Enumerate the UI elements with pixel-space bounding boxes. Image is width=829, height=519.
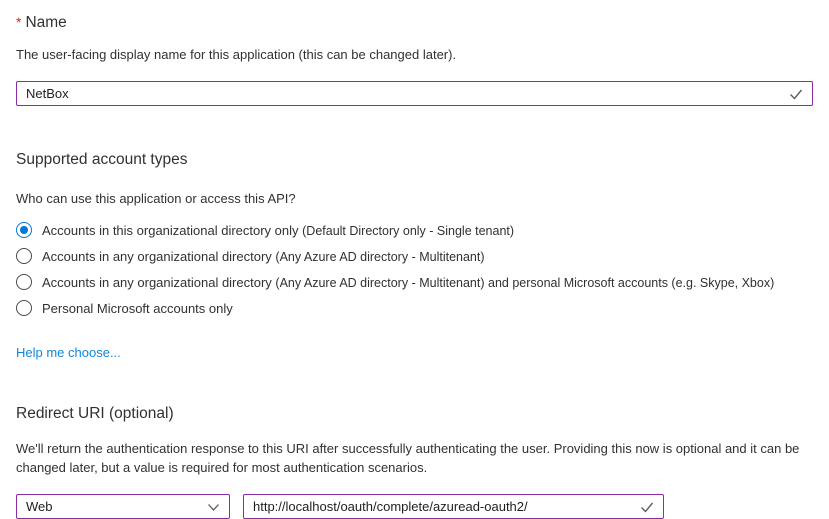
chevron-down-icon <box>207 500 220 513</box>
radio-button-icon[interactable] <box>16 274 32 290</box>
radio-option-multitenant[interactable] <box>16 243 813 269</box>
radio-option-multitenant-personal[interactable] <box>16 269 813 295</box>
redirect-uri-section <box>16 404 813 519</box>
platform-select-value: Web <box>26 499 53 514</box>
account-types-question: Who can use this application or access this API? <box>16 191 296 206</box>
required-asterisk: * <box>16 14 22 30</box>
radio-option-label: Accounts in any organizational directory (Any Azure AD directory - Multitenant) <box>42 248 485 264</box>
uri-input-wrap <box>243 494 664 519</box>
redirect-uri-input[interactable] <box>243 494 664 519</box>
radio-option-label: Accounts in any organizational directory (Any Azure AD directory - Multitenant) and personal Microsoft accounts (e.g. Skype, Xbox) <box>42 274 775 290</box>
name-section <box>16 12 813 106</box>
name-title-text: Name <box>25 14 67 31</box>
account-types-section <box>16 150 813 362</box>
redirect-uri-description: We'll return the authentication response to this URI after successfully authenticating the user. Providing this now is optional and it can be changed later, but a value is required for most authentication scenarios. <box>16 441 800 475</box>
checkmark-icon <box>788 86 804 102</box>
redirect-uri-title: Redirect URI (optional) <box>16 405 174 422</box>
radio-option-label: Accounts in this organizational directory only (Default Directory only - Single tenant) <box>42 222 515 238</box>
name-section-title <box>16 12 813 33</box>
checkmark-icon <box>639 499 655 515</box>
radio-option-label: Personal Microsoft accounts only <box>42 300 233 316</box>
name-input-wrap <box>16 81 813 106</box>
radio-option-single-tenant[interactable] <box>16 217 813 243</box>
radio-option-personal-only[interactable] <box>16 295 813 321</box>
radio-button-icon[interactable] <box>16 248 32 264</box>
platform-select[interactable] <box>16 494 230 519</box>
name-description: The user-facing display name for this application (this can be changed later). <box>16 47 457 62</box>
account-types-title: Supported account types <box>16 151 188 168</box>
radio-button-icon[interactable] <box>16 300 32 316</box>
radio-button-icon[interactable] <box>16 222 32 238</box>
help-me-choose-link[interactable]: Help me choose... <box>16 345 121 360</box>
account-type-radio-group <box>16 217 813 321</box>
name-input[interactable] <box>16 81 813 106</box>
redirect-uri-row <box>16 494 813 519</box>
